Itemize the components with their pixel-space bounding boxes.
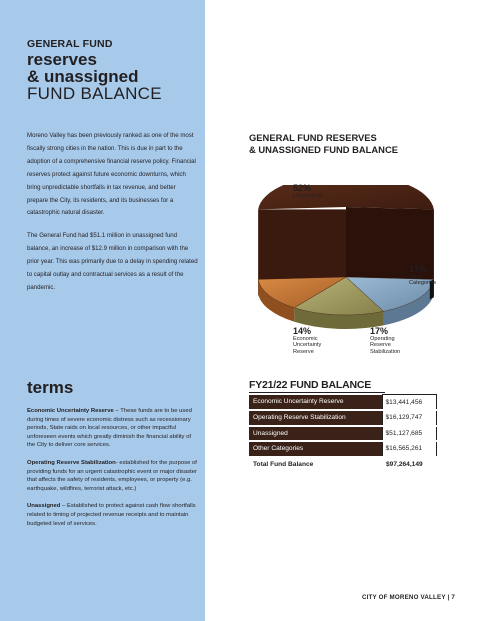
total-name: Total Fund Balance	[253, 460, 314, 468]
page-footer	[362, 594, 455, 601]
footer-separator: |	[447, 594, 452, 601]
intro-paragraph-1: Moreno Valley has been previously ranked as one of the most fiscally strong cities in the nation. This is due in part to the adoption of a comprehensive financial reserve policy. Financial reserves protect against future economic downturns, which bring unpredictable shortfalls in tax revenue, and better prepare the City, its residents, and its businesses for a catastrophic natural disaster.	[27, 132, 196, 217]
label-operating	[370, 326, 400, 355]
row-amount: $51,127,685	[382, 426, 437, 442]
label-economic-line-2: Uncertainty	[293, 342, 322, 349]
section-eyebrow: GENERAL FUND	[27, 38, 113, 50]
table-row	[249, 441, 437, 457]
fund-balance-table	[249, 394, 437, 471]
row-name: Unassigned	[249, 426, 382, 442]
title-line-1: reserves	[27, 50, 97, 69]
chart-title	[249, 132, 449, 156]
term-desc: – These funds are to be used during times of severe economic distress such as recessionary periods, State raids on local resources, or other impactful unforeseen events which greatly diminish the financial ability of the City to deliver core services.	[27, 408, 192, 449]
table-row	[249, 395, 437, 411]
row-name: Other Categories	[249, 441, 382, 457]
page-title	[27, 51, 162, 102]
label-other-percent: 17%	[409, 264, 428, 274]
title-line-3: FUND BALANCE	[27, 84, 162, 103]
pie-chart	[248, 185, 478, 375]
intro-paragraph-2: The General Fund had $51.1 million in unassigned fund balance, an increase of $12.9 million in comparison with the prior year. This was primarily due to a delay in spending related to capital outlay and contractual services as a result of the pandemic.	[27, 232, 198, 291]
terms-list	[27, 407, 199, 537]
label-operating-line-1: Operating	[370, 336, 395, 342]
total-row	[249, 457, 437, 471]
footer-city: CITY OF MORENO VALLEY	[361, 594, 446, 601]
terms-heading: terms	[27, 378, 74, 397]
chart-title-line-2: & UNASSIGNED FUND BALANCE	[249, 144, 398, 155]
pie-geometry	[258, 185, 437, 329]
label-unassigned-percent: 52%	[293, 183, 312, 193]
label-economic	[293, 326, 321, 355]
fund-balance-heading: FY21/22 FUND BALANCE	[249, 379, 372, 391]
label-other-line-2: Categories	[409, 280, 437, 287]
label-operating-percent: 17%	[370, 326, 389, 336]
label-other-line-1: Other	[409, 274, 423, 280]
term-unassigned	[27, 502, 199, 528]
chart-title-line-1: GENERAL FUND RESERVES	[249, 132, 377, 143]
row-name: Economic Uncertainty Reserve	[249, 395, 382, 411]
total-amount: $97,264,149	[386, 460, 423, 468]
table-row	[249, 426, 437, 442]
label-operating-line-3: Stabilization	[370, 348, 401, 355]
fund-balance-rule	[249, 392, 385, 393]
term-operating	[27, 459, 199, 493]
label-economic-line-1: Economic	[293, 336, 318, 342]
page-number: 7	[451, 594, 455, 601]
row-amount: $13,441,456	[382, 395, 437, 411]
term-name: Unassigned	[27, 503, 61, 510]
table-row	[249, 410, 437, 426]
term-desc: - established for the purpose of providing funds for an urgent catastrophic event or major disaster that affects the safety of residents, employees, or property (e.g. earthquake, wildfires, terrorist attack, etc.)	[27, 459, 197, 492]
label-economic-line-3: Reserve	[293, 348, 314, 355]
term-desc: – Established to protect against cash flow shortfalls related to timing of projected revenue receipts and to maintain budgeted level of services.	[27, 503, 196, 527]
row-name: Operating Reserve Stabilization	[249, 410, 382, 426]
term-name: Economic Uncertainty Reserve	[27, 408, 114, 414]
row-amount: $16,129,747	[382, 410, 437, 426]
unassigned-slice-top	[258, 185, 434, 209]
label-other	[409, 264, 436, 287]
label-unassigned-name: Unassigned	[293, 193, 323, 199]
title-line-2: & unassigned	[27, 67, 139, 86]
term-economic	[27, 407, 199, 450]
term-name: Operating Reserve Stabilization	[27, 459, 116, 466]
label-operating-line-2: Reserve	[370, 342, 391, 349]
intro-text	[27, 130, 198, 305]
label-economic-percent: 14%	[293, 326, 312, 336]
row-amount: $16,565,261	[382, 441, 437, 457]
label-unassigned	[293, 183, 323, 199]
